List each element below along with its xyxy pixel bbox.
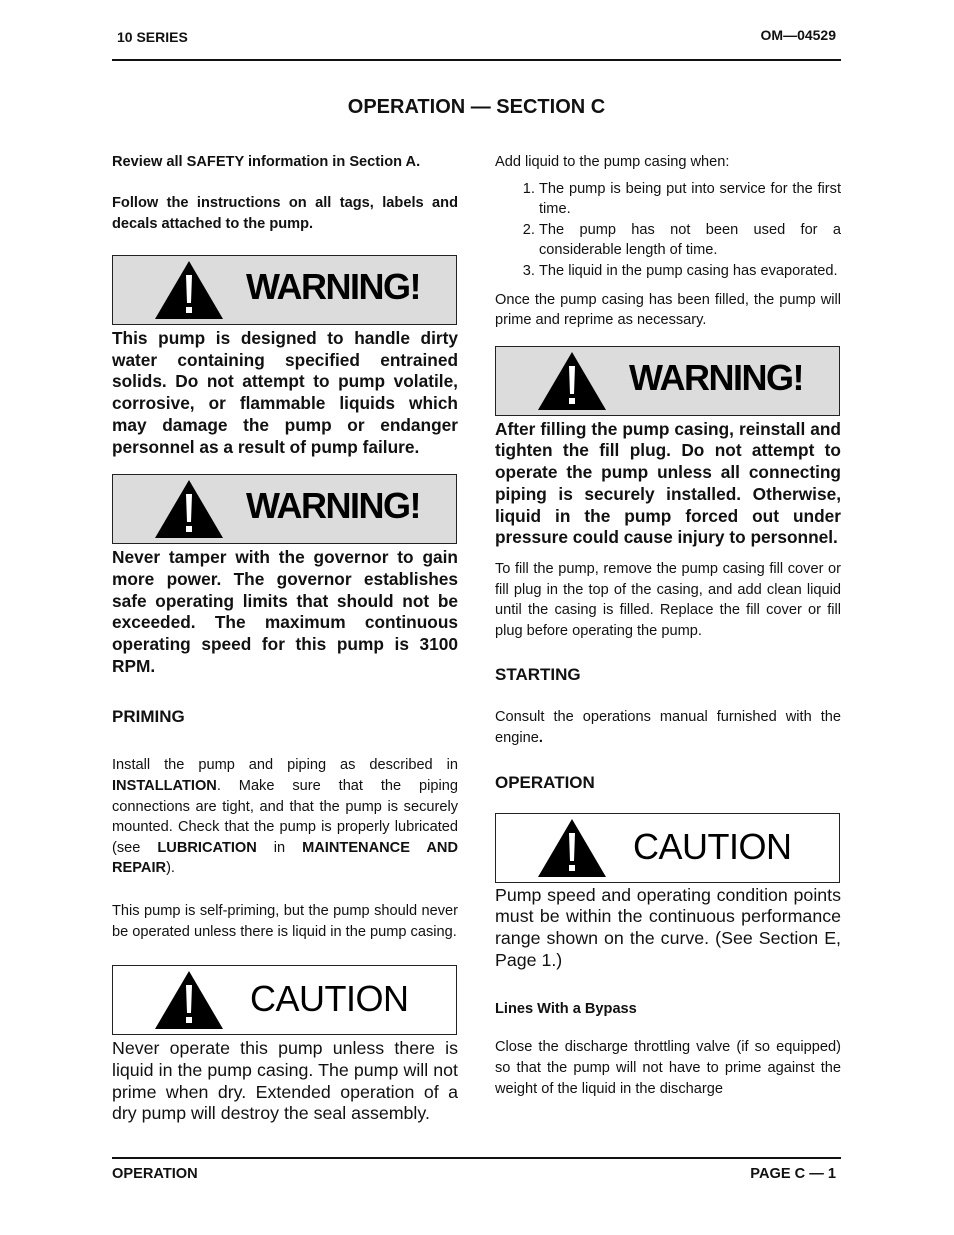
tags-note: Follow the instructions on all tags, labels and decals attached to the pump. [112, 195, 458, 232]
caution-label: CAUTION [633, 825, 792, 867]
warning-text-1: This pump is designed to handle dirty water containing specified entrained solids. Do not attempt to pump volatile, corrosive, or flammable liquids which may damage the pump or endanger personnel as a result of pump failure. [112, 328, 458, 457]
priming-paragraph-1: Install the pump and piping as described in INSTALLATION. Make sure that the piping connections are tight, and that the pump is securely mounted. Check that the pump is properly lubricated (see LUBRICATION in MAINTENANCE AND REPAIR). [112, 757, 458, 877]
header-rule [112, 59, 841, 61]
warning-text-2: Never tamper with the governor to gain more power. The governor establishes safe operating limits that should not be exceeded. The maximum continuous operating speed for this pump is 3100 RPM. [112, 547, 458, 676]
add-liquid-intro: Add liquid to the pump casing when: [495, 154, 730, 170]
caution-text-1: Never operate this pump unless there is liquid in the pump casing. The pump will not prime when dry. Extended operation of a dry pump will destroy the seal assembly. [112, 1038, 458, 1124]
footer-section: OPERATION [112, 1166, 198, 1182]
caution-box-1 [112, 965, 457, 1035]
bypass-heading: Lines With a Bypass [495, 1001, 637, 1018]
footer-page-number: PAGE C — 1 [750, 1166, 836, 1182]
exclamation-triangle-icon [536, 350, 608, 412]
warning-text-3: After filling the pump casing, reinstall and tighten the fill plug. Do not attempt to operate the pump unless all connecting piping is securely installed. Otherwise, liquid in the pump forced out under pressure could cause injury to personnel. [495, 418, 841, 548]
footer-rule [112, 1157, 841, 1159]
list-item: 3. The liquid in the pump casing has evaporated. [539, 261, 841, 282]
caution-label: CAUTION [250, 978, 409, 1020]
starting-paragraph: Consult the operations manual furnished with the engine. [495, 709, 841, 746]
list-item: 1. The pump is being put into service for the first time. [539, 179, 841, 220]
priming-paragraph-2: This pump is self-priming, but the pump should never be operated unless there is liquid in the pump casing. [112, 903, 458, 940]
warning-box-3 [495, 346, 840, 416]
exclamation-triangle-icon [153, 259, 225, 321]
warning-box-2 [112, 474, 457, 544]
priming-heading: PRIMING [112, 707, 185, 727]
once-filled-paragraph: Once the pump casing has been filled, the pump will prime and reprime as necessary. [495, 291, 841, 329]
header-series: 10 SERIES [117, 29, 188, 45]
to-fill-paragraph: To fill the pump, remove the pump casing fill cover or fill plug in the top of the casing, and add clean liquid until the casing is filled. Replace the fill cover or fill plug before operating the pump. [495, 560, 841, 639]
safety-note: Review all SAFETY information in Section A. [112, 154, 421, 170]
exclamation-triangle-icon [536, 817, 608, 879]
caution-text-2: Pump speed and operating condition points must be within the continuous performance range shown on the curve. (See Section E, Page 1.) [495, 884, 841, 970]
list-item: 2. The pump has not been used for a considerable length of time. [539, 220, 841, 261]
exclamation-triangle-icon [153, 969, 225, 1031]
right-column [495, 150, 841, 1099]
warning-label: WARNING! [629, 356, 803, 398]
header-doc-number: OM—04529 [760, 27, 836, 43]
warning-label: WARNING! [246, 485, 420, 527]
operation-heading: OPERATION [495, 772, 595, 792]
warning-label: WARNING! [246, 266, 420, 307]
page-title: OPERATION — SECTION C [347, 96, 606, 118]
exclamation-triangle-icon [153, 478, 225, 540]
left-column [112, 150, 458, 1125]
caution-box-2 [495, 813, 840, 883]
warning-box-1 [112, 255, 457, 325]
bypass-paragraph: Close the discharge throttling valve (if so equipped) so that the pump will not have to prime against the weight of the liquid in the discharge [495, 1039, 841, 1097]
starting-heading: STARTING [495, 665, 581, 685]
add-liquid-list [495, 179, 841, 282]
